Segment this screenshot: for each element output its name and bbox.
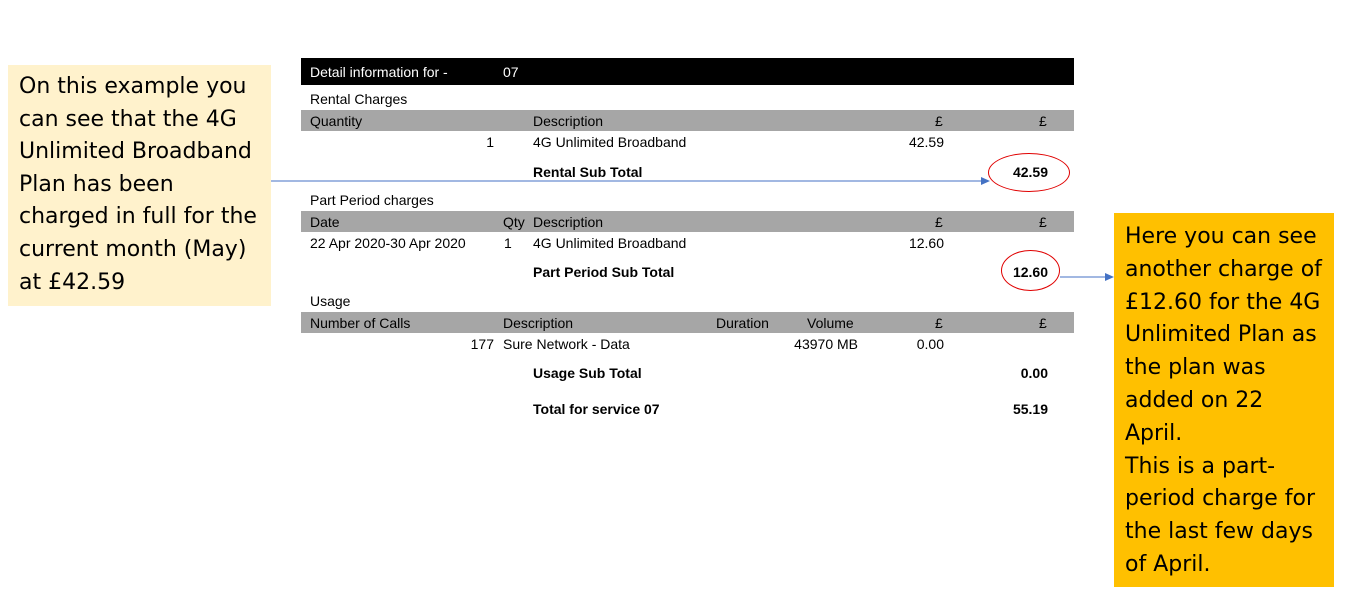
usage-col-unit-currency: £ xyxy=(935,315,943,331)
service-total-label: Total for service 07 xyxy=(533,401,660,417)
part-period-col-qty: Qty xyxy=(503,214,525,230)
part-period-col-description: Description xyxy=(533,214,604,230)
part-period-arrow-head xyxy=(1105,273,1114,281)
rental-row-description: 4G Unlimited Broadband xyxy=(533,134,687,150)
rental-subtotal-label: Rental Sub Total xyxy=(533,164,643,180)
usage-row-calls: 177 xyxy=(470,336,494,352)
usage-section-title: Usage xyxy=(310,293,351,309)
left-callout: On this example you can see that the 4G Unlimited Broadband Plan has been charged in full for the current month (May) at £42.59 xyxy=(8,65,271,306)
rental-row-quantity: 1 xyxy=(486,134,494,150)
usage-col-duration: Duration xyxy=(716,315,769,331)
part-period-subtotal-value: 12.60 xyxy=(1012,264,1048,280)
rental-col-quantity: Quantity xyxy=(310,113,363,129)
rental-row-amount: 42.59 xyxy=(908,134,944,150)
part-period-col-total-currency: £ xyxy=(1039,214,1047,230)
part-period-row-description: 4G Unlimited Broadband xyxy=(533,235,687,251)
part-period-col-date: Date xyxy=(310,214,340,230)
rental-subtotal-value: 42.59 xyxy=(1012,164,1048,180)
detail-header-label: Detail information for - xyxy=(310,64,448,80)
detail-header-number: 07 xyxy=(503,64,519,80)
part-period-row-amount: 12.60 xyxy=(908,235,944,251)
part-period-row-date: 22 Apr 2020-30 Apr 2020 xyxy=(310,235,466,251)
usage-row-amount: 0.00 xyxy=(916,336,944,352)
part-period-section-title: Part Period charges xyxy=(310,192,434,208)
usage-col-volume: Volume xyxy=(807,315,854,331)
rental-col-total-currency: £ xyxy=(1039,113,1047,129)
usage-col-description: Description xyxy=(503,315,574,331)
part-period-row-qty: 1 xyxy=(504,235,512,251)
rental-col-unit-currency: £ xyxy=(935,113,943,129)
rental-section-title: Rental Charges xyxy=(310,91,408,107)
service-total-value: 55.19 xyxy=(1012,401,1048,417)
rental-col-description: Description xyxy=(533,113,604,129)
right-callout: Here you can see another charge of £12.60 for the 4G Unlimited Plan as the plan was added on 22 April. This is a part- period charge for the last few days of April. xyxy=(1114,213,1334,587)
usage-col-calls: Number of Calls xyxy=(310,315,411,331)
usage-col-total-currency: £ xyxy=(1039,315,1047,331)
usage-subtotal-label: Usage Sub Total xyxy=(533,365,642,381)
rental-arrow-head xyxy=(981,177,990,185)
part-period-col-unit-currency: £ xyxy=(935,214,943,230)
usage-subtotal-value: 0.00 xyxy=(1020,365,1048,381)
usage-row-description: Sure Network - Data xyxy=(503,336,630,352)
part-period-subtotal-label: Part Period Sub Total xyxy=(533,264,675,280)
usage-row-volume: 43970 MB xyxy=(794,336,858,352)
